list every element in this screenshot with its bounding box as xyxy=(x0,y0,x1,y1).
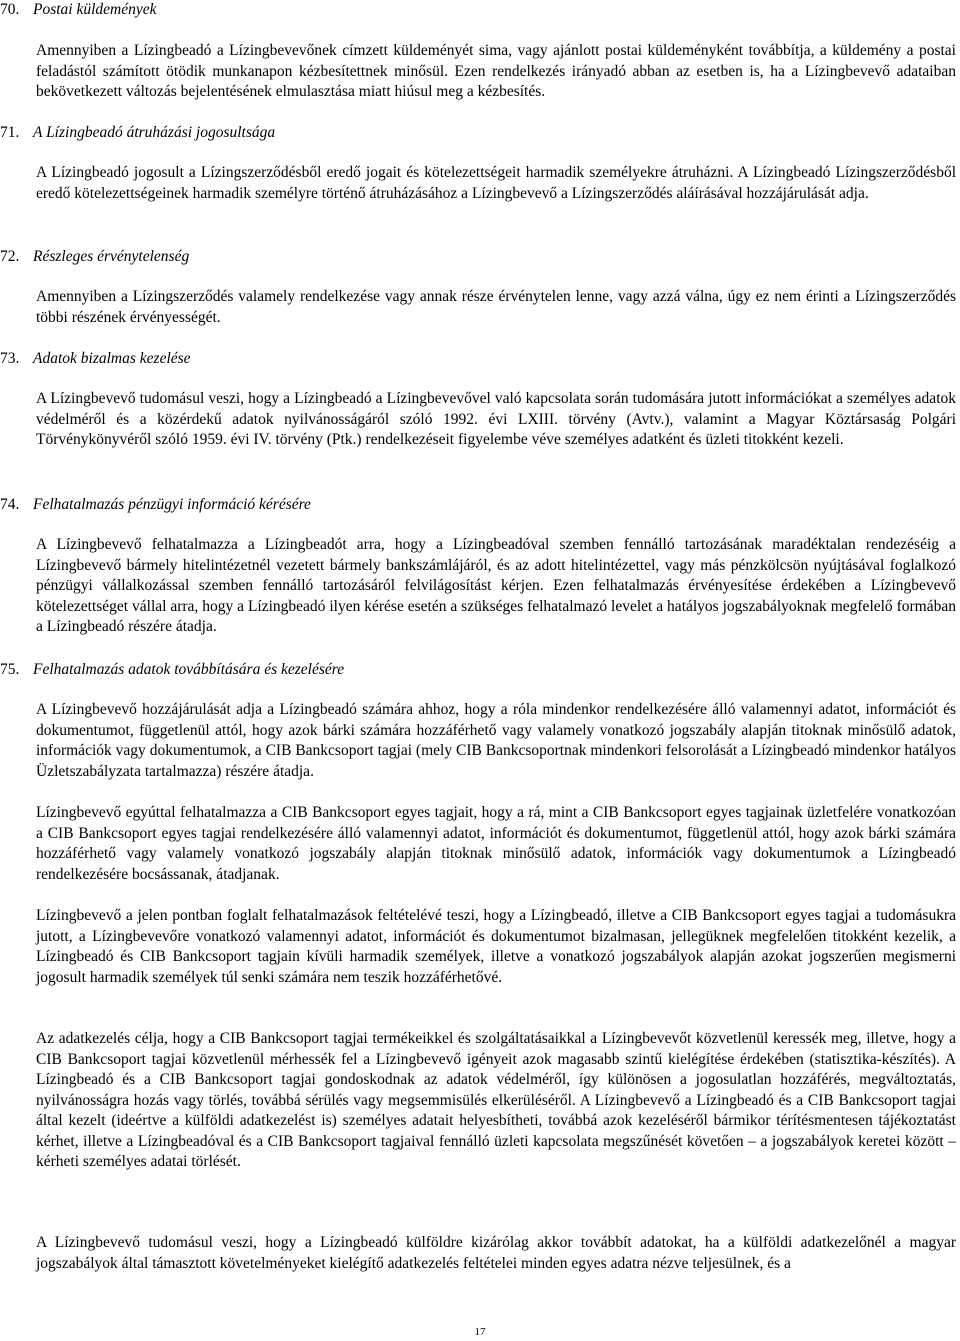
section-title: A Lízingbeadó átruházási jogosultsága xyxy=(33,124,276,141)
section-number: 71. xyxy=(0,124,20,141)
section-heading xyxy=(0,0,157,20)
section-heading xyxy=(0,660,344,680)
section-number: 75. xyxy=(0,661,20,678)
section-number: 74. xyxy=(0,496,20,513)
paragraph: Amennyiben a Lízingbeadó a Lízingbevevőnek címzett küldeményét sima, vagy ajánlott postai küldeményként továbbítja, a küldemény a postai feladástól számított ötödik munkanapon kézbesítettnek minősül. Ezen rendelkezés irányadó abban az esetben is, ha a Lízingbevevő adataiban bekövetkezett változás bejelentésének elmulasztása miatt hiúsul meg a kézbesítés. xyxy=(36,42,956,100)
section-title: Felhatalmazás adatok továbbítására és kezelésére xyxy=(33,661,345,678)
section-number: 70. xyxy=(0,1,20,18)
section-heading xyxy=(0,349,191,369)
paragraph: A Lízingbevevő tudomásul veszi, hogy a Lízingbeadó külföldre kizárólag akkor továbbít adatokat, ha a külföldi adatkezelőnél a magyar jogszabályok által támasztott követelményeket kielégítő adatkezelés feltételei minden egyes adatra nézve teljesülnek, és a xyxy=(36,1234,956,1272)
page-number: 17 xyxy=(474,1326,486,1338)
section-title: Részleges érvénytelenség xyxy=(33,248,190,265)
section-title: Postai küldemények xyxy=(33,1,157,18)
paragraph: Az adatkezelés célja, hogy a CIB Bankcsoport tagjai termékeikkel és szolgáltatásaikkal a Lízingbevevőt közvetlenül keressék meg, illetve, hogy a CIB Bankcsoport tagjai közvetlenül mérhessék fel a Lízingbevevő igényeit azok magasabb szintű kielégítése érdekében (statisztika-készítés). A Lízingbeadó és a CIB Bankcsoport tagjai gondoskodnak az adatok védelméről, így különösen a jogosulatlan hozzáférés, megváltoztatás, nyilvánosságra hozás vagy törlés, továbbá sérülés vagy megsemmisülés elkerüléséről. A Lízingbevevő a Lízingbeadó és a CIB Bankcsoport tagjai által kezelt (ideértve a külföldi adatkezelést is) személyes adatait helyesbítheti, továbbá azok kezeléséről bármikor térítésmentesen tájékoztatást kérhet, illetve a Lízingbeadóval és a CIB Bankcsoport tagjaival fennálló üzleti kapcsolata megszűnését követően – a jogszabályok keretei között – kérheti személyes adatai törlését. xyxy=(36,1030,956,1170)
paragraph: A Lízingbevevő felhatalmazza a Lízingbeadót arra, hogy a Lízingbeadóval szemben fennálló tartozásának maradéktalan rendezéséig a Lízingbevevő bármely hitelintézetnél vezetett bármely bankszámlájáról, és az adott hitelintézettel, vagy más pénzkölcsön nyújtásával foglalkozó pénzügyi vállalkozással szemben fennálló tartozásáról felvilágosítást kérjen. Ezen felhatalmazás érvényesítése érdekében a Lízingbevevő kötelezettséget vállal arra, hogy a Lízingbeadó ilyen kérése esetén a szükséges felhatalmazó levelet a hatályos jogszabályoknak megfelelő formában a Lízingbeadó részére átadja. xyxy=(36,536,956,635)
section-title: Adatok bizalmas kezelése xyxy=(33,350,191,367)
section-heading xyxy=(0,247,189,267)
section-heading xyxy=(0,123,275,143)
section-heading xyxy=(0,495,311,515)
section-title: Felhatalmazás pénzügyi információ kérésére xyxy=(33,496,311,513)
paragraph: A Lízingbevevő tudomásul veszi, hogy a Lízingbeadó a Lízingbevevővel való kapcsolata során tudomására jutott információkat a személyes adatok védelméről és a közérdekű adatok nyilvánosságáról szóló 1992. évi LXIII. törvény (Avtv.), valamint a Magyar Köztársaság Polgári Törvénykönyvéről szóló 1959. évi IV. törvény (Ptk.) rendelkezéseit figyelembe véve személyes adatként és üzleti titokként kezeli. xyxy=(36,390,956,448)
paragraph: Lízingbevevő a jelen pontban foglalt felhatalmazások feltételévé teszi, hogy a Lízingbeadó, illetve a CIB Bankcsoport egyes tagjai a tudomásukra jutott, a Lízingbevevőre vonatkozó valamennyi adatot, információt és dokumentumot bizalmasan, jellegüknek megfelelően titokként kezelik, a Lízingbeadó és CIB Bankcsoport tagjain kívüli harmadik személyek, illetve a vonatkozó jogszabályok alapján azokat jogszerűen megismerni jogosult harmadik személyek túl senki számára nem teszik hozzáférhetővé. xyxy=(36,907,956,986)
paragraph: A Lízingbevevő hozzájárulását adja a Lízingbeadó számára ahhoz, hogy a róla mindenkor rendelkezésére álló valamennyi adatot, információt és dokumentumot, függetlenül attól, hogy azok bárki számára hozzáférhető vagy valamely vonatkozó jogszabály alapján titoknak minősülő adatok, információk vagy dokumentumok, a CIB Bankcsoport tagjai (mely CIB Bankcsoportnak mindenkori felsorolását a Lízingbeadó mindenkor hatályos Üzletszabályzata tartalmazza) részére átadja. xyxy=(36,701,956,780)
section-number: 73. xyxy=(0,350,20,367)
paragraph: Amennyiben a Lízingszerződés valamely rendelkezése vagy annak része érvénytelen lenne, vagy azzá válna, úgy ez nem érinti a Lízingszerződés többi részének érvényességét. xyxy=(36,288,956,326)
section-number: 72. xyxy=(0,248,20,265)
paragraph: Lízingbevevő egyúttal felhatalmazza a CIB Bankcsoport egyes tagjait, hogy a rá, mint a CIB Bankcsoport egyes tagjainak üzletfelére vonatkozóan a CIB Bankcsoport egyes tagjai rendelkezésére álló valamennyi adatot, információt és dokumentumot, függetlenül attól, hogy azok bárki számára hozzáférhető vagy valamely vonatkozó jogszabály alapján titoknak minősülő adatok, információk vagy dokumentumok a Lízingbeadó rendelkezésére bocsássanak, átadjanak. xyxy=(36,804,956,883)
paragraph: A Lízingbeadó jogosult a Lízingszerződésből eredő jogait és kötelezettségeit harmadik személyekre átruházni. A Lízingbeadó Lízingszerződésből eredő kötelezettségeinek harmadik személyre történő átruházásához a Lízingbevevő a Lízingszerződés aláírásával hozzájárulását adja. xyxy=(36,164,956,202)
